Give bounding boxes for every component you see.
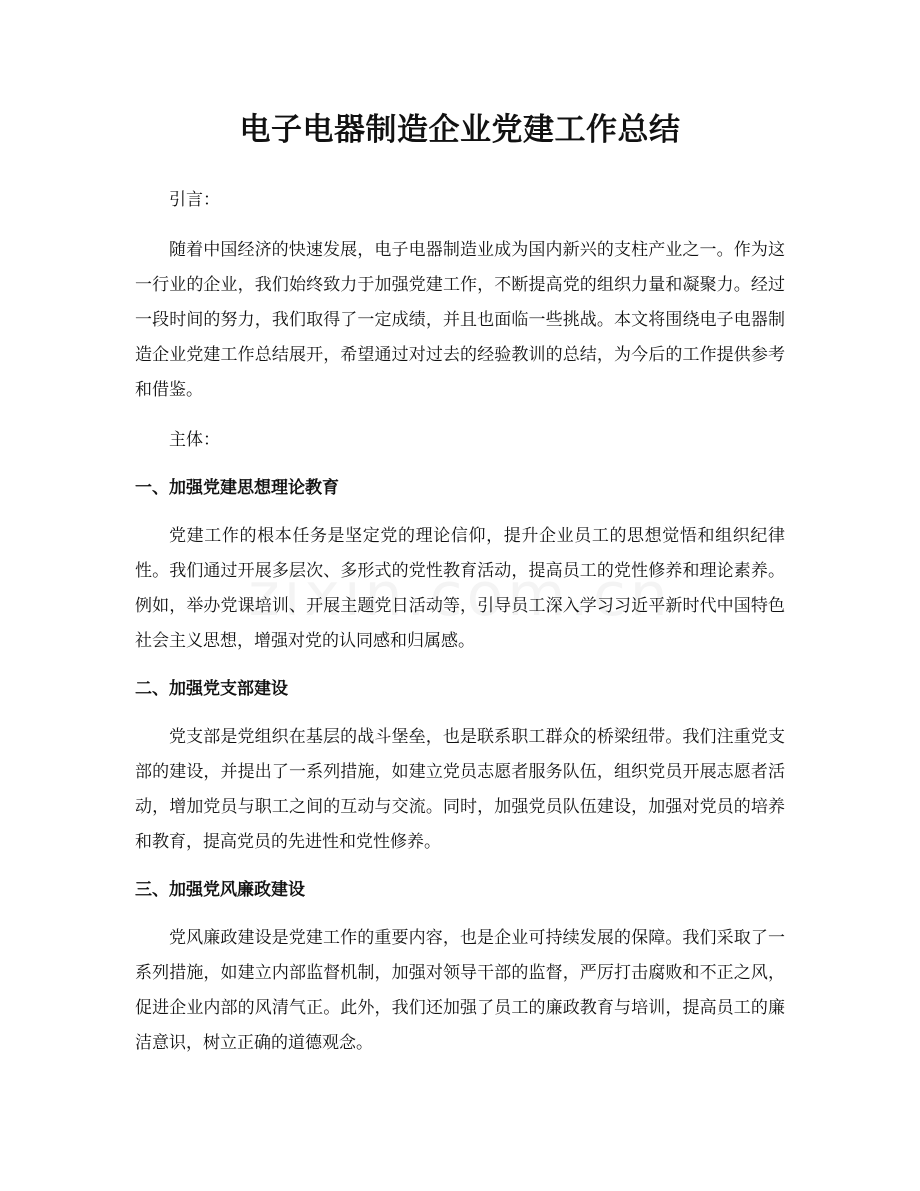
section-heading-1: 一、加强党建思想理论教育 — [135, 478, 339, 498]
body-label: 主体： — [169, 430, 220, 450]
intro-label: 引言： — [169, 190, 220, 210]
section-paragraph-1: 党建工作的根本任务是坚定党的理论信仰，提升企业员工的思想觉悟和组织纪律性。我们通过开展多层次、多形式的党性教育活动，提高员工的党性修养和理论素养。例如，举办党课培训、开展主题党日活动等，引导员工深入学习习近平新时代中国特色社会主义思想，增强对党的认同感和归属感。 — [135, 526, 785, 651]
intro-paragraph: 随着中国经济的快速发展，电子电器制造业成为国内新兴的支柱产业之一。作为这一行业的企业，我们始终致力于加强党建工作，不断提高党的组织力量和凝聚力。经过一段时间的努力，我们取得了一定成绩，并且也面临一些挑战。本文将围绕电子电器制造企业党建工作总结展开，希望通过对过去的经验教训的总结，为今后的工作提供参考和借鉴。 — [135, 240, 785, 400]
section-paragraph-2: 党支部是党组织在基层的战斗堡垒，也是联系职工群众的桥梁纽带。我们注重党支部的建设，并提出了一系列措施，如建立党员志愿者服务队伍，组织党员开展志愿者活动，增加党员与职工之间的互动与交流。同时，加强党员队伍建设，加强对党员的培养和教育，提高党员的先进性和党性修养。 — [135, 727, 785, 852]
section-heading-3: 三、加强党风廉政建设 — [135, 880, 305, 900]
document-body — [135, 183, 785, 1061]
section-heading-2: 二、加强党支部建设 — [135, 679, 288, 699]
section-paragraph-3: 党风廉政建设是党建工作的重要内容，也是企业可持续发展的保障。我们采取了一系列措施，如建立内部监督机制，加强对领导干部的监督，严厉打击腐败和不正之风，促进企业内部的风清气正。此外，我们还加强了员工的廉政教育与培训，提高员工的廉洁意识，树立正确的道德观念。 — [135, 928, 785, 1053]
document-title: 电子电器制造企业党建工作总结 — [239, 112, 681, 148]
